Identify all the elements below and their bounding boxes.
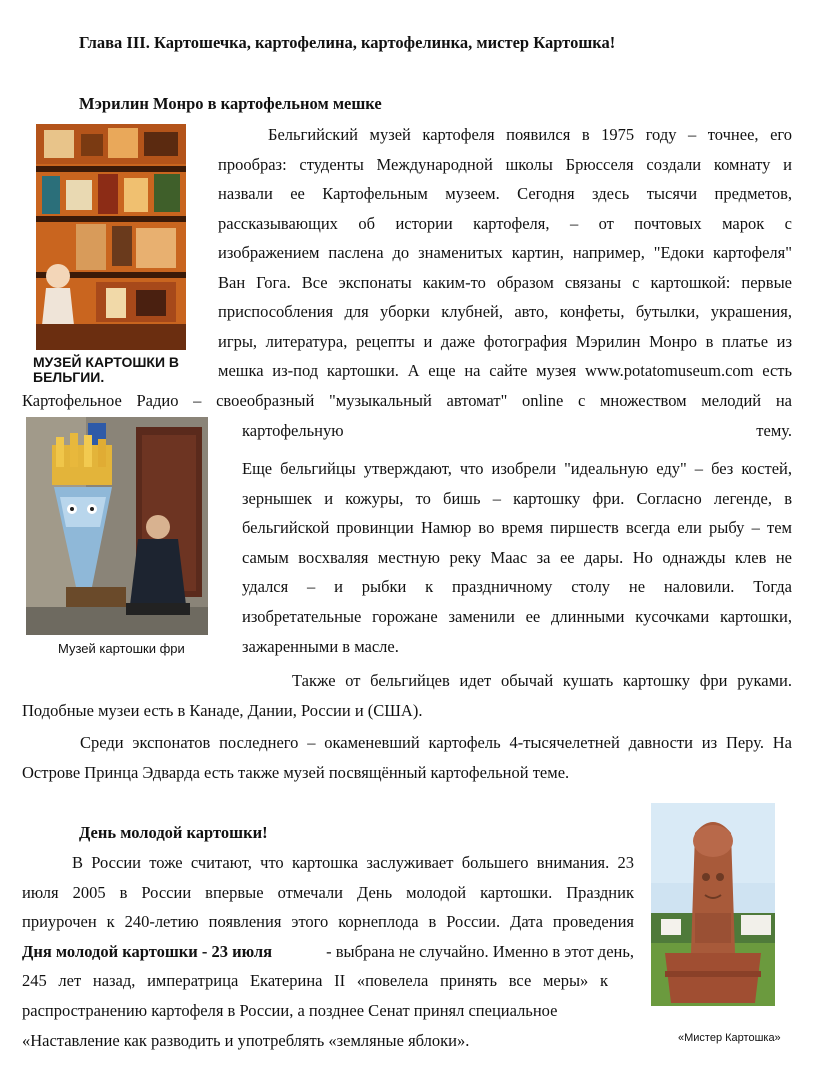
text-line: удался – и рыбки к праздничному столу не наловили. Тогда [242, 577, 792, 596]
text-line: Бельгийский музей картофеля появился в 1975 году – точнее, его [268, 125, 792, 144]
text-line: картофельную тему. [242, 421, 792, 440]
section-heading-young-potato-day: День молодой картошки! [79, 823, 268, 842]
text-line: Ван Гога. Все экспонаты каким-то образом связаны с картошкой: первые [218, 273, 792, 292]
text-line: приспособления для уборки клубней, авто, конфеты, бутылки, украшения, [218, 302, 792, 321]
text-line: Картофельное Радио – своеобразный "музыкальный автомат" online с множеством мелодий на [22, 391, 792, 410]
text-line: мешка из-под картошки. А еще на сайте музея www.potatomuseum.com есть [218, 361, 792, 380]
mister-potato-caption: «Мистер Картошка» [678, 1032, 781, 1044]
text-span: - выбрана не случайно. Именно в этот день, [321, 942, 634, 961]
fries-museum-photo [26, 417, 208, 635]
text-line: бельгийской провинции Намюр во время пиршеств всегда ели рыбу – тем [242, 518, 792, 537]
text-line: самым восхваляя местную реку Маас за ее дары. Но однажды клев не [242, 548, 792, 567]
text-line: В России тоже считают, что картошка заслуживает большего внимания. 23 [72, 853, 634, 872]
text-line: июля 2005 в России впервые отмечали День молодой картошки. Праздник [22, 883, 634, 902]
text-line: игры, литература, рецепты и даже фотография Мэрилин Монро в платье из [218, 332, 792, 351]
text-line: распространению картофеля в России, а позднее Сенат принял специальное [22, 1001, 558, 1020]
chapter-title: Глава III. Картошечка, картофелина, картофелинка, мистер Картошка! [79, 33, 616, 52]
museum-interior-caption: МУЗЕЙ КАРТОШКИ В БЕЛЬГИИ. [33, 354, 180, 385]
museum-interior-photo [36, 124, 186, 350]
fries-museum-caption: Музей картошки фри [58, 641, 185, 656]
text-line: Еще бельгийцы утверждают, что изобрели "идеальную еду" – без костей, [242, 459, 792, 478]
bold-date-phrase: Дня молодой картошки - 23 июля [22, 942, 273, 961]
text-line: приурочен к 240-летию появления этого корнеплода в России. Дата проведения [22, 912, 634, 931]
text-line: «Наставление как разводить и употреблять «земляные яблоки». [22, 1031, 470, 1050]
text-line: зажаренными в масле. [242, 637, 399, 656]
text-line: рассказывающих об истории картофеля, – от почтовых марок с [218, 214, 792, 233]
text-line: Среди экспонатов последнего – окаменевший картофель 4-тысячелетней давности из Перу. На [80, 733, 792, 752]
text-line: Подобные музеи есть в Канаде, Дании, России и (США). [22, 701, 423, 720]
section-heading-monroe: Мэрилин Монро в картофельном мешке [79, 94, 382, 113]
text-line: изображением паслена до знаменитых картин, например, "Едоки картофеля" [218, 243, 792, 262]
text-line: назвали ее Картофельным музеем. Сегодня здесь тысячи предметов, [218, 184, 792, 203]
mister-potato-photo [651, 803, 775, 1006]
text-line: изобретательные горожане заменили ее длинными кусочками картошки, [242, 607, 792, 626]
text-line: зернышек и кожуры, то бишь – картошку фри. Согласно легенде, в [242, 489, 792, 508]
text-line: Также от бельгийцев идет обычай кушать картошку фри руками. [292, 671, 792, 690]
text-line: Острове Принца Эдварда есть также музей посвящённый картофельной теме. [22, 763, 570, 782]
text-line: 245 лет назад, императрица Екатерина II «повелела принять все меры» к [22, 971, 608, 990]
text-line [22, 942, 634, 962]
text-line: прообраз: студенты Международной школы Брюсселя создали комнату и [218, 155, 792, 174]
